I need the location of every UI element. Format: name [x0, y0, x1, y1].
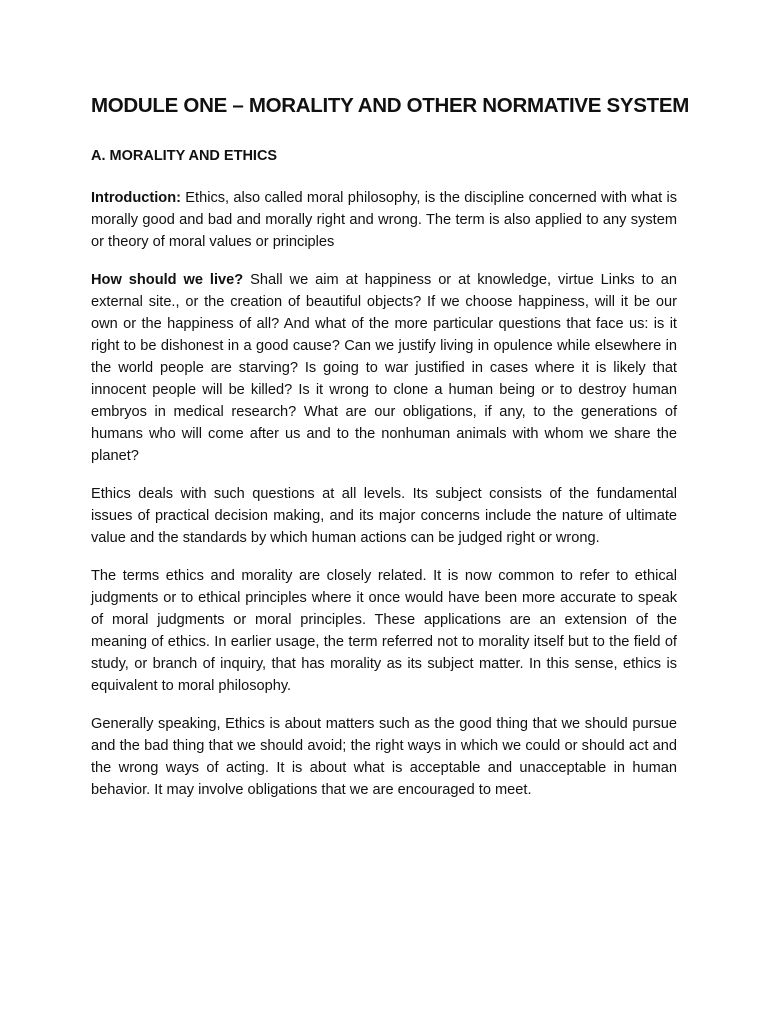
paragraph-generally-speaking: Generally speaking, Ethics is about matters such as the good thing that we should pursue and the bad thing that we should avoid; the right ways in which we could or should act and the wrong ways of acting. It is about what is acceptable and unacceptable in human behavior. It may involve obligations that we are encouraged to meet. — [91, 716, 677, 798]
paragraph-text: Shall we aim at happiness or at knowledge, virtue Links to an external site., or the creation of beautiful objects? If we choose happiness, will it be our own or the happiness of all? And what of the more particular questions that face us: is it right to be dishonest in a good cause? Can we justify living in opulence while elsewhere in the world people are starving? Is going to war justified in cases where it is likely that innocent people will be killed? Is it wrong to clone a human being or to destroy human embryos in medical research? What are our obligations, if any, to the generations of humans who will come after us and to the nonhuman animals with whom we share the planet? — [91, 272, 677, 464]
paragraph-introduction — [91, 187, 677, 253]
document-page — [91, 92, 689, 801]
paragraph-text: Ethics, also called moral philosophy, is the discipline concerned with what is morally good and bad and morally right and wrong. The term is also applied to any system or theory of moral values or principles — [91, 190, 677, 250]
section-heading: A. MORALITY AND ETHICS — [91, 148, 278, 164]
paragraph-how-should-we-live — [91, 269, 677, 467]
paragraph-ethics-morality: The terms ethics and morality are closely related. It is now common to refer to ethical judgments or to ethical principles where it once would have been more accurate to speak of moral judgments or moral principles. These applications are an extension of the meaning of ethics. In earlier usage, the term referred not to morality itself but to the field of study, or branch of inquiry, that has morality as its subject matter. In this sense, ethics is equivalent to moral philosophy. — [91, 568, 677, 694]
paragraph-lead: How should we live? — [91, 272, 244, 288]
paragraph-ethics-questions: Ethics deals with such questions at all levels. Its subject consists of the fundamental issues of practical decision making, and its major concerns include the nature of ultimate value and the standards by which human actions can be judged right or wrong. — [91, 486, 677, 546]
paragraph-lead: Introduction: — [91, 190, 181, 206]
module-title: MODULE ONE – MORALITY AND OTHER NORMATIVE SYSTEM — [91, 94, 689, 117]
